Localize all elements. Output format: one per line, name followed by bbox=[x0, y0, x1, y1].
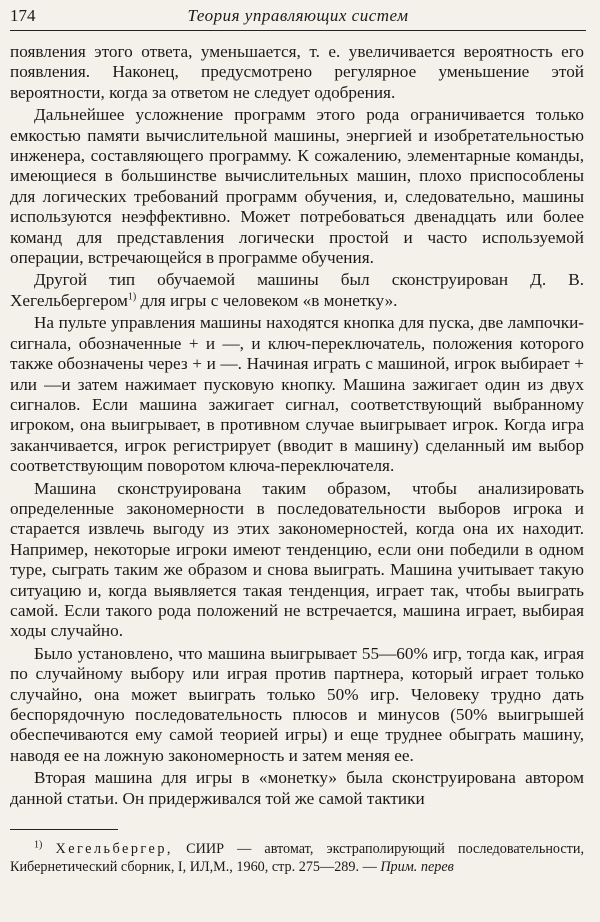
footnote-text: СИИР — автомат, экстраполирующий последовательности, Кибернетический сборник, I, ИЛ,М., 1960, стр. 275—289. — bbox=[10, 841, 584, 875]
translator-note: Прим. перев bbox=[380, 858, 454, 875]
footnote-reference: 1) bbox=[127, 291, 137, 303]
paragraph-1: появления этого ответа, уменьшается, т. е. увеличивается вероятность его появления. Наконец, предусмотрено регулярное уменьшение этой вероятности, когда за ответом не следует одобрения. bbox=[10, 42, 584, 102]
paragraph-6: Было установлено, что машина выигрывает 55—60% игр, тогда как, играя по случайному выбору или играя против партнера, который играет только случайно, она может выиграть только 50% игр. Человеку трудно дать беспорядочную последовательность плюсов и минусов (50% выигрышей обеспечиваются ему самой теорией игры) и еще труднее обыграть машину, наводя ее на ложную закономерность и затем меняя ее. bbox=[10, 643, 584, 765]
body-text bbox=[10, 42, 584, 811]
footnote-rule bbox=[10, 829, 118, 830]
page-header bbox=[10, 4, 586, 34]
footnote-mark: 1) bbox=[34, 839, 43, 851]
footnote bbox=[10, 841, 584, 876]
header-rule bbox=[10, 30, 586, 31]
paragraph-3-text: Другой тип обучаемой машины был сконструирован Д. В. Хегельбергером bbox=[10, 270, 584, 310]
paragraph-3-text-end: для игры с человеком «в монетку». bbox=[136, 290, 398, 310]
paragraph-2: Дальнейшее усложнение программ этого рода ограничивается только емкостью памяти вычислительной машины, энергией и изобретательностью инженера, составляющего программу. К сожалению, элементарные команды, имеющиеся в большинстве вычислительных машин, плохо приспособлены для логических требований программ обучения, и, следовательно, машины используются неэффективно. Может потребоваться двенадцать или более команд для представления логически простой и часто используемой операции, встречающейся в программе обучения. bbox=[10, 105, 584, 268]
footnote-author: Хегельбергер, bbox=[55, 841, 173, 857]
paragraph-7: Вторая машина для игры в «монетку» была сконструирована автором данной статьи. Он придерживался той же самой тактики bbox=[10, 768, 584, 808]
paragraph-4: На пульте управления машины находятся кнопка для пуска, две лампочки-сигнала, обозначенные + и —, и ключ-переключатель, положения которого также обозначены через + и —. Начиная играть с машиной, игрок выбирает + или —и затем нажимает пусковую кнопку. Машина зажигает один из двух сигналов. Если машина зажигает сигнал, соответствующий выбранному игроком, она выигрывает, в противном случае выигрывает игрок. Когда игра заканчивается, игрок регистрирует (вводит в машину) сделанный им выбор соответствующим поворотом ключа-переключателя. bbox=[10, 313, 584, 476]
paragraph-5: Машина сконструирована таким образом, чтобы анализировать определенные закономерности в последовательности выборов игрока и старается извлечь выгоду из этих закономерностей, когда она их находит. Например, некоторые игроки имеют тенденцию, если они победили в одном туре, сыграть таким же образом и снова выиграть. Машина учитывает такую ситуацию и, когда выявляется такая тенденция, играет так, чтобы выиграть самой. Если такого рода положений не встречается, машина играет, выбирая ходы случайно. bbox=[10, 478, 584, 641]
running-title: Теория управляющих систем bbox=[187, 6, 409, 25]
page-number: 174 bbox=[10, 6, 36, 25]
paragraph-3 bbox=[10, 270, 584, 311]
